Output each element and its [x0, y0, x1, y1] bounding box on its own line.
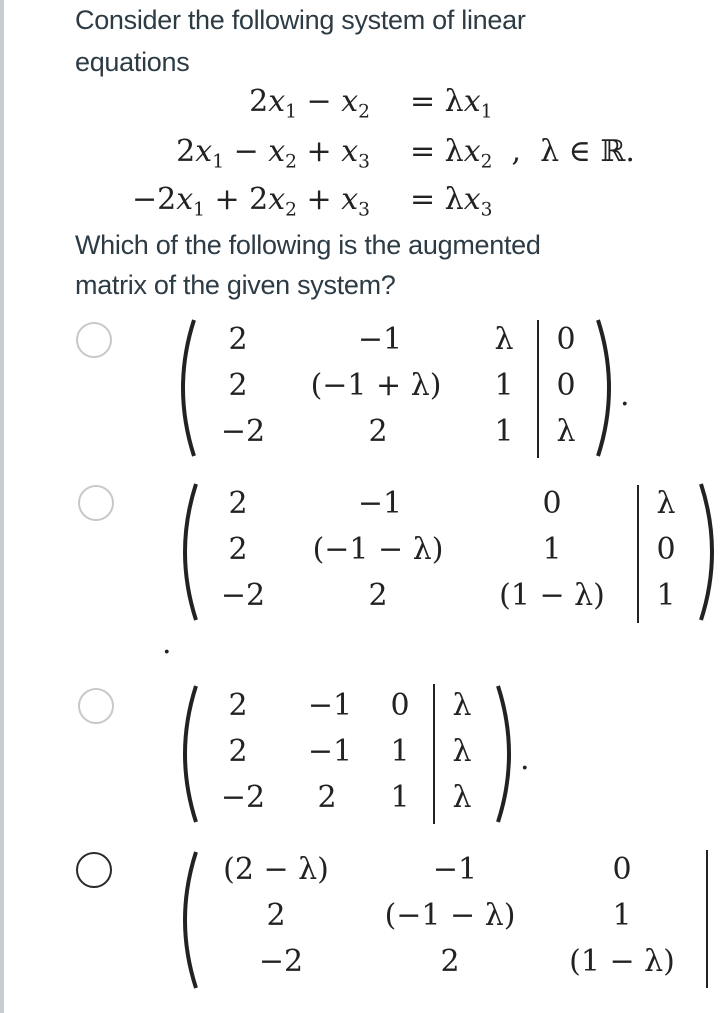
matrix-cell: 2 [228, 688, 248, 723]
matrix-cell: 2 [228, 322, 248, 357]
question-prompt-line2: matrix of the given system? [75, 270, 396, 300]
matrix-cell: 0 [542, 486, 562, 521]
left-paren-icon [172, 482, 202, 622]
matrix-cell: (−1 − λ) [384, 898, 516, 933]
question-prompt-line1: Which of the following is the augmented [75, 230, 541, 260]
trailing-period: . [620, 378, 630, 413]
left-paren-icon [170, 318, 200, 458]
question-intro-line1: Consider the following system of linear [75, 5, 526, 35]
radio-option-2[interactable] [78, 485, 114, 521]
matrix-cell: (1 − λ) [499, 578, 605, 613]
matrix-cell: 0 [612, 852, 632, 887]
matrix-cell: −1 [307, 688, 353, 723]
radio-option-4[interactable] [76, 852, 112, 888]
matrix-cell: λ [494, 322, 514, 357]
matrix-cell: −1 [432, 852, 478, 887]
radio-option-1[interactable] [76, 322, 112, 358]
matrix-cell: −1 [307, 734, 353, 769]
matrix-cell: 2 [440, 944, 460, 979]
left-paren-icon [172, 684, 202, 824]
radio-option-3[interactable] [78, 688, 114, 724]
augment-divider [433, 684, 435, 824]
trailing-period: . [162, 626, 172, 661]
matrix-cell: −2 [220, 414, 266, 449]
equation-1-rhs: = $\lambda x_1$ [410, 84, 493, 123]
matrix-cell: 2 [317, 780, 337, 815]
matrix-cell: 2 [266, 898, 286, 933]
equation-3-lhs: $-2x_1 + 2x_2 + x_3$ [131, 182, 370, 221]
question-intro-line2: equations [75, 47, 190, 77]
equation-3 [0, 182, 400, 222]
augment-divider [537, 320, 539, 458]
matrix-cell: 1 [494, 414, 514, 449]
equation-3-rhs: = $\lambda x_3$ [410, 182, 493, 221]
matrix-cell: 1 [656, 578, 676, 613]
matrix-cell: 1 [612, 898, 632, 933]
trailing-period: . [520, 742, 530, 777]
matrix-cell: λ [452, 688, 472, 723]
matrix-cell: λ [556, 414, 576, 449]
left-paren-icon [172, 850, 202, 990]
matrix-cell: 1 [390, 734, 410, 769]
matrix-cell: 0 [556, 322, 576, 357]
matrix-cell: −1 [357, 322, 403, 357]
equation-2-lhs: $2x_1 - x_2 + x_3$ [176, 134, 370, 173]
matrix-cell: λ [656, 486, 676, 521]
augment-divider [706, 850, 708, 988]
equation-2 [0, 134, 400, 174]
equation-1-lhs: $2x_1 - x_2$ [249, 84, 370, 123]
equation-1 [0, 84, 400, 124]
matrix-cell: 1 [542, 532, 562, 567]
matrix-cell: 2 [228, 486, 248, 521]
right-paren-icon [695, 482, 720, 622]
matrix-cell: (−1 − λ) [312, 532, 444, 567]
matrix-cell: λ [452, 734, 472, 769]
matrix-cell: (1 − λ) [569, 944, 675, 979]
matrix-cell: 0 [390, 688, 410, 723]
augment-divider [637, 485, 639, 623]
matrix-cell: −2 [220, 780, 266, 815]
matrix-cell: 2 [228, 734, 248, 769]
matrix-cell: 1 [390, 780, 410, 815]
right-paren-icon [492, 684, 522, 824]
right-paren-icon [592, 318, 622, 458]
matrix-cell: 1 [494, 368, 514, 403]
matrix-cell: 2 [368, 414, 388, 449]
matrix-cell: λ [452, 780, 472, 815]
equation-2-rhs: = $\lambda x_2$ , λ ∈ ℝ. [410, 134, 635, 173]
matrix-cell: −1 [357, 486, 403, 521]
matrix-cell: 2 [228, 532, 248, 567]
matrix-cell: −2 [258, 944, 304, 979]
matrix-cell: 0 [656, 532, 676, 567]
matrix-cell: (−1 + λ) [310, 368, 442, 403]
matrix-cell: 0 [556, 368, 576, 403]
matrix-cell: 2 [228, 368, 248, 403]
matrix-cell: (2 − λ) [223, 852, 329, 887]
matrix-cell: −2 [220, 578, 266, 613]
matrix-cell: 2 [368, 578, 388, 613]
